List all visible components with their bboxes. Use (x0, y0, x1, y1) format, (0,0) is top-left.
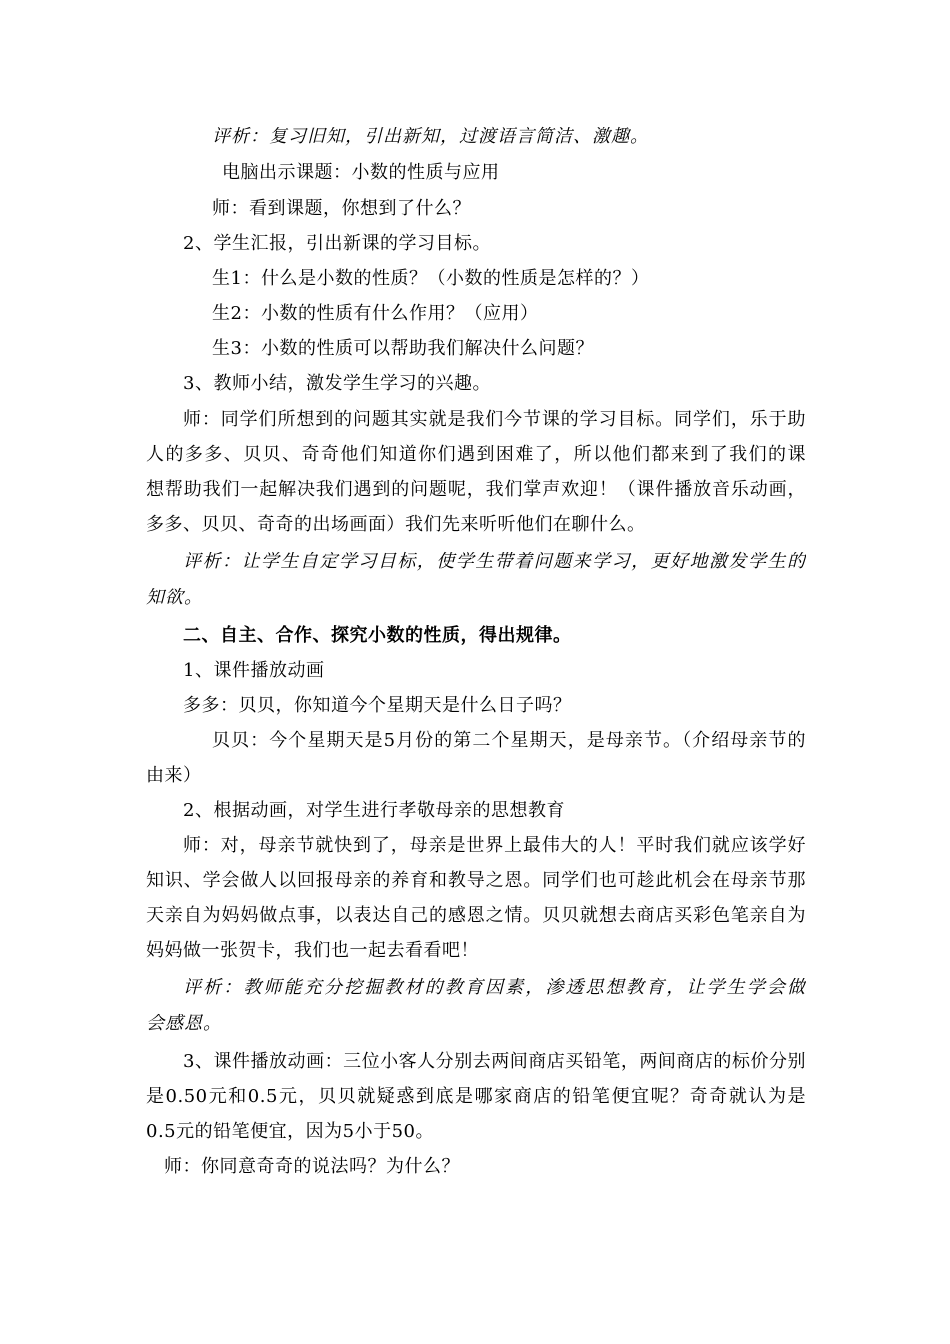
beibei-line-cont: 由来） (146, 765, 202, 786)
student-1-line: 生1：什么是小数的性质？（小数的性质是怎样的？） (212, 268, 650, 289)
comment-line: 会感恩。 (146, 1013, 222, 1034)
paragraph-line: 想帮助我们一起解决我们遇到的问题呢，我们掌声欢迎！（课件播放音乐动画， (146, 479, 806, 500)
comment-line: 知欲。 (146, 587, 203, 608)
comment-line: 评析：让学生自定学习目标，使学生带着问题来学习，更好地激发学生的 (183, 551, 806, 572)
step-2b-heading: 2、根据动画，对学生进行孝敬母亲的思想教育 (183, 800, 565, 821)
section-2-heading: 二、自主、合作、探究小数的性质，得出规律。 (183, 625, 572, 646)
student-2-line: 生2：小数的性质有什么作用？（应用） (212, 303, 539, 324)
beibei-line: 贝贝：今个星期天是5月份的第二个星期天，是母亲节。（介绍母亲节的 (212, 730, 806, 751)
duoduo-line: 多多：贝贝，你知道今个星期天是什么日子吗？ (183, 695, 572, 716)
paragraph-line: 3、课件播放动画：三位小客人分别去两间商店买铅笔，两间商店的标价分别 (183, 1051, 806, 1072)
paragraph-line: 是0.50元和0.5元，贝贝就疑惑到底是哪家商店的铅笔便宜呢？奇奇就认为是 (146, 1086, 806, 1107)
paragraph-line: 人的多多、贝贝、奇奇他们知道你们遇到困难了，所以他们都来到了我们的课 (146, 444, 806, 465)
paragraph-line: 天亲自为妈妈做点事，以表达自己的感恩之情。贝贝就想去商店买彩色笔亲自为 (146, 905, 806, 926)
computer-topic-line: 电脑出示课题：小数的性质与应用 (222, 162, 500, 183)
paragraph-line: 师：对，母亲节就快到了，母亲是世界上最伟大的人！平时我们就应该学好 (183, 835, 806, 856)
paragraph-line: 多多、贝贝、奇奇的出场画面）我们先来听听他们在聊什么。 (146, 514, 646, 535)
teacher-question-line: 师：看到课题，你想到了什么？ (212, 198, 471, 219)
paragraph-line: 妈妈做一张贺卡，我们也一起去看看吧！ (146, 940, 479, 961)
paragraph-line: 师：同学们所想到的问题其实就是我们今节课的学习目标。同学们，乐于助 (183, 409, 806, 430)
step-3-heading: 3、教师小结，激发学生学习的兴趣。 (183, 373, 491, 394)
paragraph-line: 0.5元的铅笔便宜，因为5小于50。 (146, 1121, 434, 1142)
step-2-heading: 2、学生汇报，引出新课的学习目标。 (183, 233, 491, 254)
student-3-line: 生3：小数的性质可以帮助我们解决什么问题？ (212, 338, 594, 359)
comment-line: 评析：教师能充分挖掘教材的教育因素，渗透思想教育，让学生学会做 (183, 977, 806, 998)
comment-review: 评析：复习旧知，引出新知，过渡语言简洁、激趣。 (212, 126, 649, 147)
paragraph-line: 知识、学会做人以回报母亲的养育和教导之恩。同学们也可趁此机会在母亲节那 (146, 870, 806, 891)
step-1-heading: 1、课件播放动画 (183, 660, 325, 681)
teacher-question-line: 师：你同意奇奇的说法吗？为什么？ (164, 1156, 460, 1177)
